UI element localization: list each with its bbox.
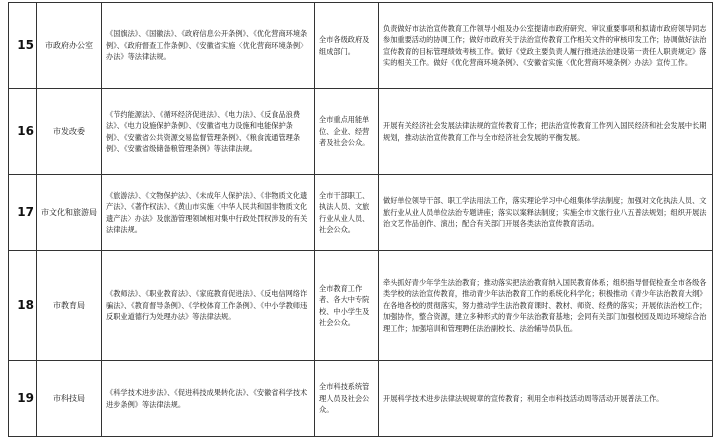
- laws-cell: 《节约能源法》、《循环经济促进法》、《电力法》、《反食品浪费法》、《电力设施保护条例》、《安徽省电力设施和电能保护条例》、《安徽省公共资源交易监督管理条例》、《粮食流通管理条例》、《安徽省级储备粮管理条例》等法律法规。: [102, 89, 315, 175]
- table-row: [9, 89, 713, 175]
- duty-cell: 负责做好市法治宣传教育工作领导小组及办公室提请市政府研究、审议重要事项和拟请市政府领导同志参加重要活动的协调工作；做好市政府关于法治宣传教育工作相关文件的审核印发工作；协调做好法治宣传教育的目标管理绩效考核工作。做好《党政主要负责人履行推进法治建设第一责任人职责规定》落实的相关工作。做好《优化营商环境条例》、《安徽省实施〈优化营商环境条例〉办法》宣传工作。: [379, 3, 713, 89]
- table-row: [9, 361, 713, 437]
- table-row: [9, 251, 713, 361]
- laws-cell: 《国旗法》、《国徽法》、《政府信息公开条例》、《优化营商环境条例》、《政府督查工作条例》、《安徽省实施〈优化营商环境条例〉办法》等法律法规。: [102, 3, 315, 89]
- row-number: 15: [9, 3, 37, 89]
- row-number: 17: [9, 175, 37, 251]
- laws-cell: 《科学技术进步法》、《促进科技成果转化法》、《安徽省科学技术进步条例》等法律法规。: [102, 361, 315, 437]
- row-number: 19: [9, 361, 37, 437]
- target-audience-cell: 全市干部职工、执法人员、文旅行业从业人员、社会公众。: [315, 175, 379, 251]
- department-cell: 市政府办公室: [37, 3, 102, 89]
- laws-cell: 《旅游法》、《文物保护法》、《未成年人保护法》、《非物质文化遗产法》、《著作权法》、《黄山市实施〈中华人民共和国非物质文化遗产法〉办法》及旅游管理领域相对集中行政处罚权涉及的有关法律法规。: [102, 175, 315, 251]
- table-row: [9, 175, 713, 251]
- laws-cell: 《教师法》、《职业教育法》、《家庭教育促进法》、《反电信网络诈骗法》、《教育督导条例》、《学校体育工作条例》、《中小学教师违反职业道德行为处理办法》等法律法规。: [102, 251, 315, 361]
- department-cell: 市发改委: [37, 89, 102, 175]
- target-audience-cell: 全市重点用能单位、企业、经营者及社会公众。: [315, 89, 379, 175]
- target-audience-cell: 全市各级政府及组成部门。: [315, 3, 379, 89]
- duty-cell: 做好单位领导干部、职工学法用法工作，落实理论学习中心组集体学法制度；加强对文化执法人员、文旅行业从业人员单位法治专题讲座；落实以案释法制度；实施全市文旅行业八五普法规划；组织开展法治文艺作品创作、演出；配合有关部门开展各类法治宣传教育活动。: [379, 175, 713, 251]
- duty-table: [8, 2, 713, 437]
- department-cell: 市科技局: [37, 361, 102, 437]
- duty-cell: 开展科学技术进步法律法规规章的宣传教育；利用全市科技活动周等活动开展普法工作。: [379, 361, 713, 437]
- row-number: 16: [9, 89, 37, 175]
- duty-cell: 牵头抓好青少年学生法治教育；推动落实把法治教育纳入国民教育体系；组织指导督促检查全市各级各类学校的法治宣传教育，推动青少年法治教育工作的系统化科学化；积极推动《青少年法治教育大纲》在各地各校的贯彻落实，努力推动学生法治教育课时、教材、师资、经费的落实；开展依法治校工作；加强协作，整合资源，建立多种形式的青少年法治教育基地；会同有关部门加强校园及周边环境综合治理工作；加强培训和管理聘任法治副校长、法治辅导员队伍。: [379, 251, 713, 361]
- duty-cell: 开展有关经济社会发展法律法规的宣传教育工作；把法治宣传教育工作列入国民经济和社会发展中长期规划，推动法治宣传教育工作与全市经济社会发展的平衡发展。: [379, 89, 713, 175]
- table-row: [9, 3, 713, 89]
- row-number: 18: [9, 251, 37, 361]
- target-audience-cell: 全市教育工作者、各大中专院校、中小学生及社会公众。: [315, 251, 379, 361]
- target-audience-cell: 全市科技系统管理人员及社会公众。: [315, 361, 379, 437]
- department-cell: 市教育局: [37, 251, 102, 361]
- department-cell: 市文化和旅游局: [37, 175, 102, 251]
